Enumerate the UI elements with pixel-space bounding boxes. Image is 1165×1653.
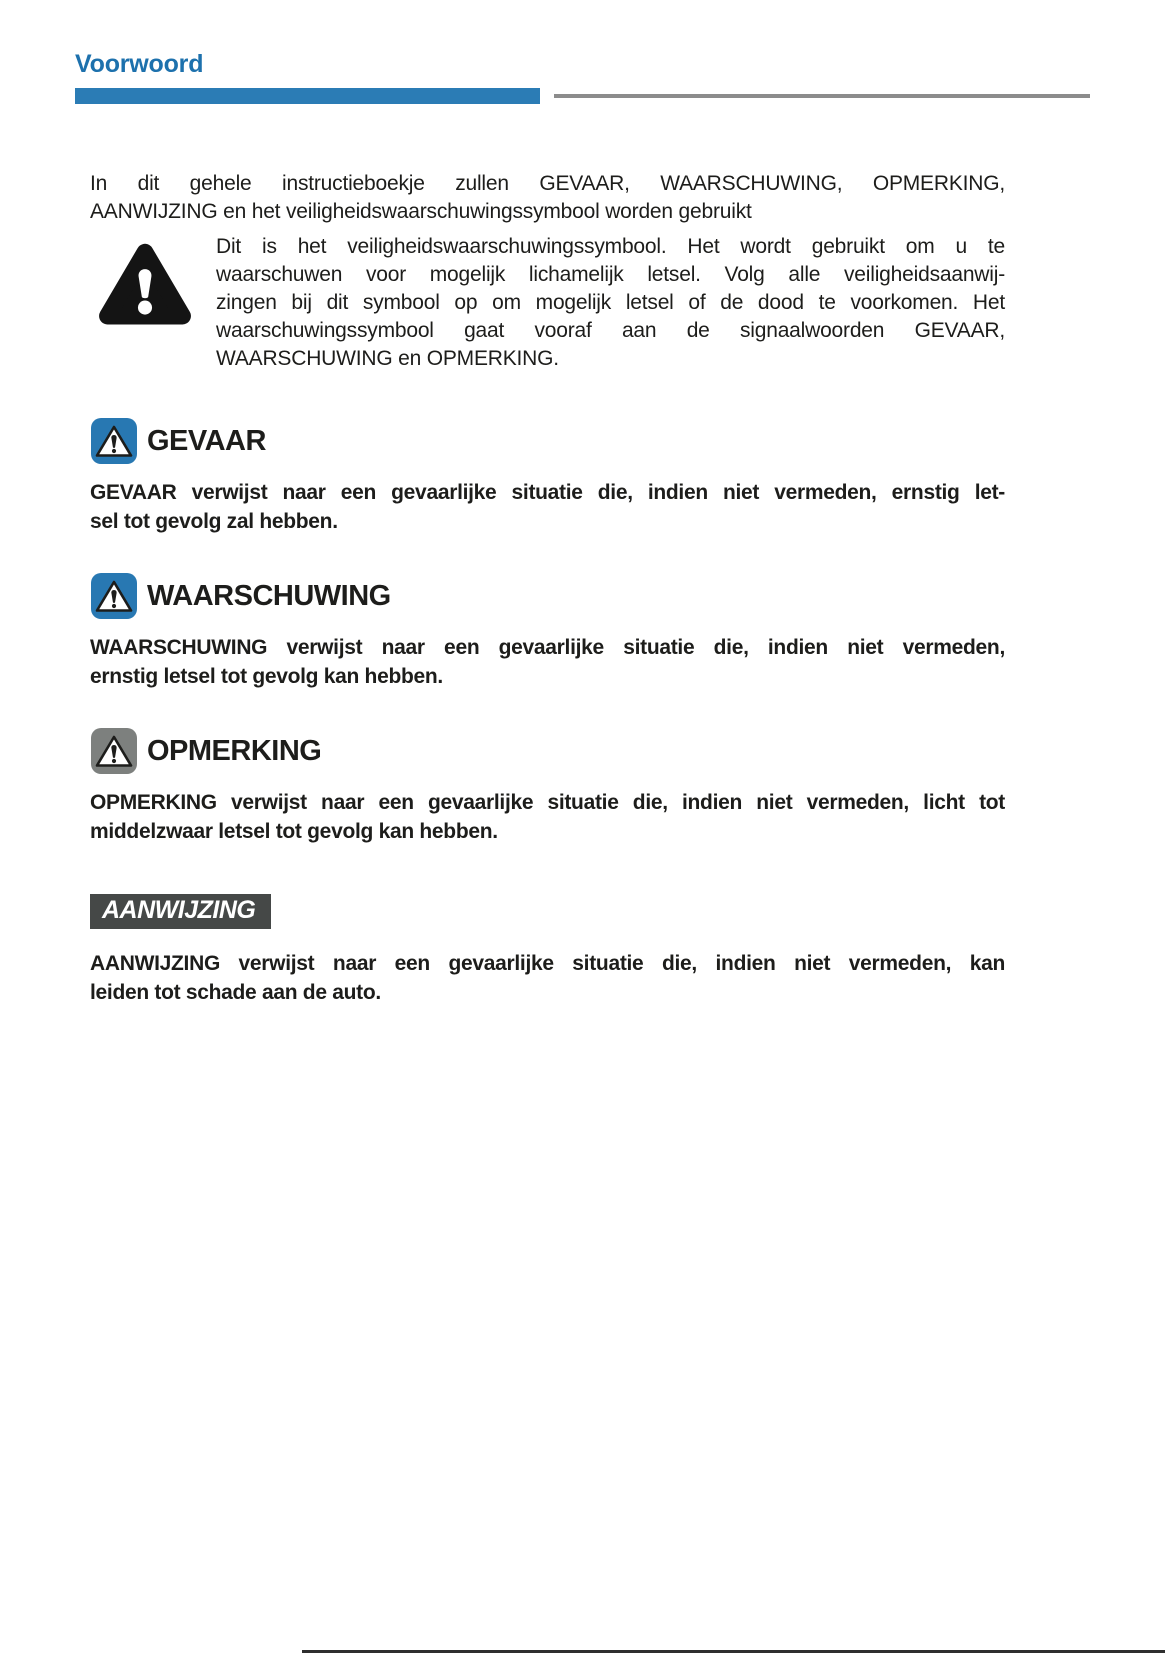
section-waarschuwing-heading — [90, 572, 1005, 620]
header-rule-blue-bar — [75, 88, 540, 104]
page-body — [0, 170, 1165, 1007]
symbol-text-line: waarschuwen voor mogelijk lichamelijk letsel. Volg alle veiligheidsaanwij- — [216, 263, 1005, 286]
warning-triangle-blue-icon — [90, 572, 138, 620]
section-opmerking-title: OPMERKING — [147, 734, 322, 767]
safety-alert-triangle-icon — [96, 241, 194, 373]
symbol-text-line: Dit is het veiligheidswaarschuwingssymbool. Het wordt gebruikt om u te — [216, 235, 1005, 258]
aanwijzing-badge: AANWIJZING — [90, 894, 271, 929]
page-title: Voorwoord — [75, 50, 204, 78]
page-header — [0, 0, 1165, 104]
section-opmerking-body — [90, 788, 1005, 846]
body-line: WAARSCHUWING verwijst naar een gevaarlijke situatie die, indien niet vermeden, — [90, 636, 1005, 659]
body-line: AANWIJZING verwijst naar een gevaarlijke situatie die, indien niet vermeden, kan — [90, 952, 1005, 975]
intro-line: AANWIJZING en het veiligheidswaarschuwingssymbool worden gebruikt — [90, 200, 752, 223]
warning-triangle-gray-icon — [90, 727, 138, 775]
body-line: ernstig letsel tot gevolg kan hebben. — [90, 665, 443, 688]
safety-symbol-block — [90, 233, 1005, 373]
symbol-text-line: zingen bij dit symbool op om mogelijk letsel of de dood te voorkomen. Het — [216, 291, 1005, 314]
intro-paragraph — [90, 170, 1005, 226]
safety-symbol-text — [216, 233, 1005, 373]
warning-triangle-blue-icon — [90, 417, 138, 465]
section-gevaar-heading — [90, 417, 1005, 465]
section-gevaar-body — [90, 478, 1005, 536]
section-waarschuwing-title: WAARSCHUWING — [147, 579, 391, 612]
intro-line: In dit gehele instructieboekje zullen GEVAAR, WAARSCHUWING, OPMERKING, — [90, 172, 1005, 195]
body-line: sel tot gevolg zal hebben. — [90, 510, 338, 533]
section-opmerking-heading — [90, 727, 1005, 775]
header-rule — [75, 88, 1090, 104]
body-line: OPMERKING verwijst naar een gevaarlijke situatie die, indien niet vermeden, licht tot — [90, 791, 1005, 814]
section-aanwijzing-body — [90, 949, 1005, 1007]
body-line: leiden tot schade aan de auto. — [90, 981, 381, 1004]
body-line: GEVAAR verwijst naar een gevaarlijke situatie die, indien niet vermeden, ernstig let- — [90, 481, 1005, 504]
symbol-text-line: waarschuwingssymbool gaat vooraf aan de signaalwoorden GEVAAR, — [216, 319, 1005, 342]
section-gevaar-title: GEVAAR — [147, 424, 266, 457]
section-waarschuwing-body — [90, 633, 1005, 691]
symbol-text-line: WAARSCHUWING en OPMERKING. — [216, 347, 559, 370]
body-line: middelzwaar letsel tot gevolg kan hebben. — [90, 820, 498, 843]
header-rule-gray-line — [554, 94, 1090, 98]
